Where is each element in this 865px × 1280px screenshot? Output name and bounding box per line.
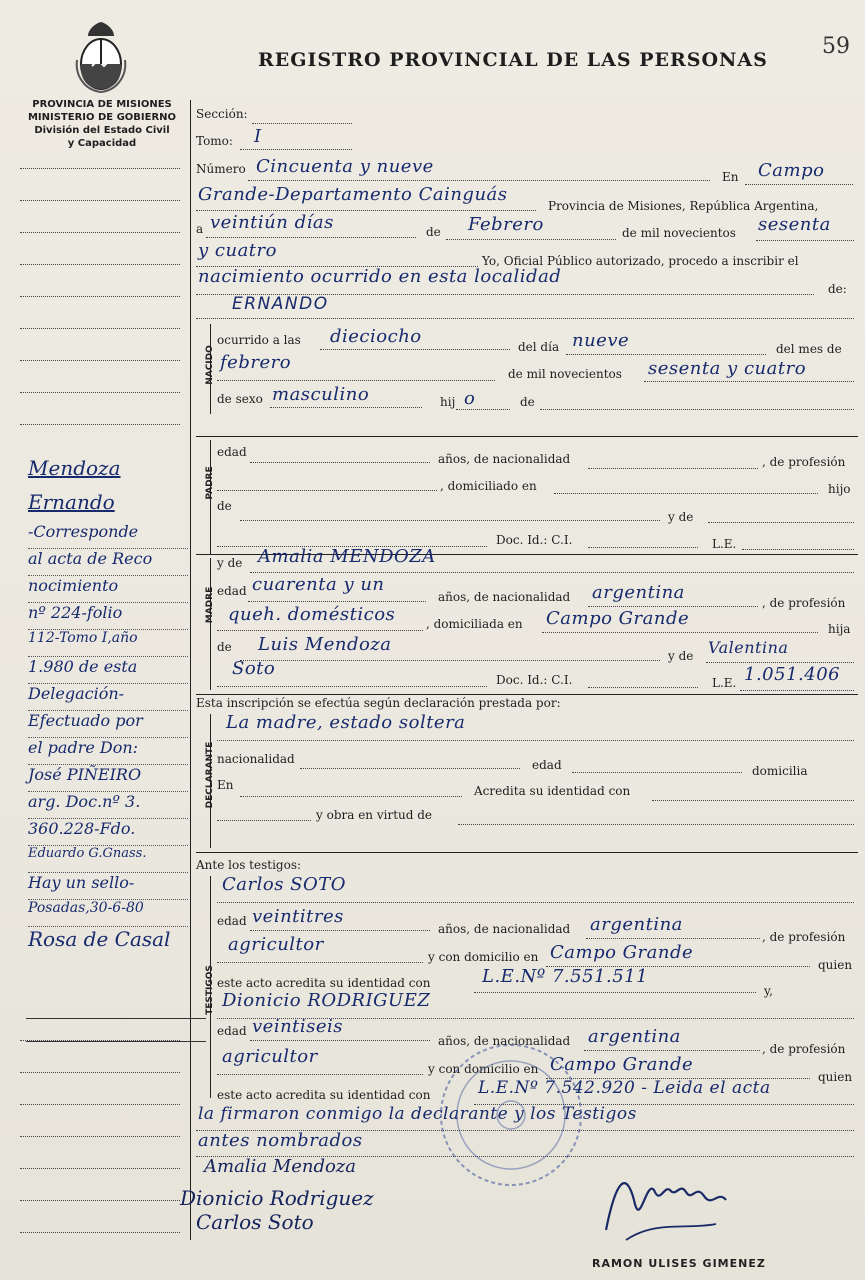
margin-line: arg. Doc.nº 3. bbox=[28, 792, 188, 819]
margin-note bbox=[28, 456, 188, 957]
margin-line: Delegación- bbox=[28, 684, 188, 711]
dia-value: nueve bbox=[572, 330, 630, 351]
testigo1-domicilio-value: Campo Grande bbox=[550, 942, 694, 963]
de-label-2: de bbox=[520, 395, 535, 409]
en-value: Campo bbox=[758, 160, 825, 181]
del-dia-label: del día bbox=[518, 340, 560, 354]
page-number: 59 bbox=[822, 34, 850, 59]
mes-value: Febrero bbox=[468, 214, 544, 235]
t2-quien-label: quien bbox=[818, 1070, 853, 1084]
inscripcion-label: Esta inscripción se efectúa según declaración prestada por: bbox=[196, 696, 561, 710]
madre-le-value: 1.051.406 bbox=[744, 664, 841, 685]
t2-acredita-label: este acto acredita su identidad con bbox=[217, 1088, 431, 1102]
t1-domicilio-label: y con domicilio en bbox=[428, 950, 539, 964]
padre-doc-label: Doc. Id.: C.I. bbox=[496, 533, 573, 547]
madre-doc-label: Doc. Id.: C.I. bbox=[496, 673, 573, 687]
margin-line: 112-Tomo I,año bbox=[28, 630, 188, 657]
madre-madre-value: Valentina bbox=[708, 638, 789, 657]
madre-nac-label: años, de nacionalidad bbox=[438, 590, 571, 604]
de-mil-label: de mil novecientos bbox=[622, 226, 736, 240]
t1-quien-label: quien bbox=[818, 958, 853, 972]
ante-testigos-label: Ante los testigos: bbox=[196, 858, 302, 872]
padre-domicilio-label: , domiciliado en bbox=[440, 479, 537, 493]
madre-side-label: MADRE bbox=[205, 586, 215, 624]
margin-line: José PIÑEIRO bbox=[28, 765, 188, 792]
madre-le-label: L.E. bbox=[712, 676, 737, 690]
del-mes-label: del mes de bbox=[776, 342, 842, 356]
testigo1-edad-value: veintitres bbox=[252, 906, 344, 927]
padre-le-label: L.E. bbox=[712, 537, 737, 551]
t1-y-label: y, bbox=[764, 984, 773, 998]
madre-nombre-value: Amalia MENDOZA bbox=[258, 546, 436, 567]
madre-de-label: de bbox=[217, 640, 232, 654]
issuing-authority: PROVINCIA DE MISIONES MINISTERIO DE GOBIERNO División del Estado Civil y Capacidad bbox=[27, 99, 177, 149]
ocurrido-label: ocurrido a las bbox=[217, 333, 301, 347]
testigo2-nacionalidad-value: argentina bbox=[588, 1026, 681, 1047]
anio-cont-value: y cuatro bbox=[198, 240, 277, 261]
testigo1-profesion-value: agricultor bbox=[228, 934, 324, 955]
nacido-divider bbox=[196, 436, 858, 437]
margin-line: al acta de Reco bbox=[28, 549, 188, 576]
testigo1-nacionalidad-value: argentina bbox=[590, 914, 683, 935]
padre-prof-label: , de profesión bbox=[762, 455, 846, 469]
madre-edad-value: cuarenta y un bbox=[252, 574, 385, 595]
mes-nac-value: febrero bbox=[220, 352, 292, 373]
dias-value: veintiún días bbox=[210, 212, 334, 233]
hij-label: hij bbox=[440, 395, 456, 409]
signature-carlos: Carlos Soto bbox=[196, 1210, 314, 1234]
t1-acredita-label: este acto acredita su identidad con bbox=[217, 976, 431, 990]
official-name: RAMON ULISES GIMENEZ bbox=[592, 1257, 766, 1270]
acto-value: nacimiento ocurrido en esta localidad bbox=[198, 266, 562, 287]
testigo2-edad-value: veintiseis bbox=[252, 1016, 344, 1037]
decl-nac-label: nacionalidad bbox=[217, 752, 295, 766]
t2-domicilio-label: y con domicilio en bbox=[428, 1062, 539, 1076]
margin-line: el padre Don: bbox=[28, 738, 188, 765]
t2-prof-label: , de profesión bbox=[762, 1042, 846, 1056]
tomo-label: Tomo: bbox=[196, 134, 233, 148]
margin-line: Hay un sello- bbox=[28, 873, 188, 900]
nacido-side-label: NACIDO bbox=[205, 345, 215, 385]
declarante-side-label: DECLARANTE bbox=[205, 741, 215, 809]
margin-line: 1.980 de esta bbox=[28, 657, 188, 684]
margin-line: Mendoza bbox=[28, 456, 121, 480]
madre-divider bbox=[196, 694, 858, 695]
t2-nac-label: años, de nacionalidad bbox=[438, 1034, 571, 1048]
decl-edad-label: edad bbox=[532, 758, 562, 772]
decl-obra-label: y obra en virtud de bbox=[316, 808, 433, 822]
madre-edad-label: edad bbox=[217, 584, 247, 598]
testigo2-nombre-value: Dionicio RODRIGUEZ bbox=[222, 990, 431, 1011]
madre-yde-label: y de bbox=[217, 556, 243, 570]
testigo2-domicilio-value: Campo Grande bbox=[550, 1054, 694, 1075]
closing-line1: la firmaron conmigo la declarante y los Testigos bbox=[198, 1104, 637, 1124]
numero-label: Número bbox=[196, 162, 246, 176]
t1-nac-label: años, de nacionalidad bbox=[438, 922, 571, 936]
provincia-label: Provincia de Misiones, República Argentina, bbox=[548, 199, 819, 213]
declarante-value: La madre, estado soltera bbox=[226, 712, 466, 733]
margin-stamp bbox=[26, 1018, 206, 1042]
testigos-side-label: TESTIGOS bbox=[205, 965, 215, 1015]
a-label: a bbox=[196, 222, 204, 236]
tomo-value: I bbox=[254, 126, 262, 147]
official-signature-icon bbox=[596, 1160, 736, 1250]
decl-en-label: En bbox=[217, 778, 234, 792]
margin-line: Posadas,30-6-80 bbox=[28, 900, 188, 927]
testigo1-id-value: L.E.Nº 7.551.511 bbox=[482, 966, 649, 987]
numero-value: Cincuenta y nueve bbox=[256, 156, 434, 177]
margin-line: 360.228-Fdo. bbox=[28, 819, 188, 846]
t1-prof-label: , de profesión bbox=[762, 930, 846, 944]
decl-domicilia-label: domicilia bbox=[752, 764, 808, 778]
de-label: de bbox=[426, 225, 441, 239]
de-sexo-label: de sexo bbox=[217, 392, 263, 406]
margin-line: Efectuado por bbox=[28, 711, 188, 738]
padre-nac-label: años, de nacionalidad bbox=[438, 452, 571, 466]
madre-madre-cont-value: Soto bbox=[232, 658, 276, 679]
seccion-label: Sección: bbox=[196, 107, 248, 121]
testigo1-nombre-value: Carlos SOTO bbox=[222, 874, 347, 895]
nombre-value: ERNANDO bbox=[232, 294, 329, 314]
testigo2-id-value: L.E.Nº 7.542.920 - Leida el acta bbox=[478, 1078, 771, 1098]
margin-line: Eduardo G.Gnass. bbox=[28, 846, 188, 873]
padre-side-label: PADRE bbox=[205, 466, 215, 500]
testigo2-profesion-value: agricultor bbox=[222, 1046, 318, 1067]
yo-oficial-label: Yo, Oficial Público autorizado, procedo a inscribir el bbox=[482, 254, 799, 268]
padre-de-label: de bbox=[217, 499, 232, 513]
de-mil-label-2: de mil novecientos bbox=[508, 367, 622, 381]
closing-line2: antes nombrados bbox=[198, 1130, 363, 1151]
madre-domicilio-value: Campo Grande bbox=[546, 608, 690, 629]
lugar-value: Grande-Departamento Cainguás bbox=[198, 184, 508, 205]
document-title: REGISTRO PROVINCIAL DE LAS PERSONAS bbox=[258, 49, 768, 71]
madre-profesion-value: queh. domésticos bbox=[228, 604, 396, 625]
t1-edad-label: edad bbox=[217, 914, 247, 928]
padre-edad-label: edad bbox=[217, 445, 247, 459]
sexo-value: masculino bbox=[272, 384, 370, 405]
madre-nacionalidad-value: argentina bbox=[592, 582, 685, 603]
madre-domicilio-label: , domiciliada en bbox=[426, 617, 523, 631]
decl-acredita-label: Acredita su identidad con bbox=[474, 784, 631, 798]
en-label: En bbox=[722, 170, 739, 184]
margin-line: Ernando bbox=[28, 490, 115, 514]
padre-hijo-label: hijo bbox=[828, 482, 851, 496]
madre-padre-value: Luis Mendoza bbox=[258, 634, 392, 655]
madre-yde2-label: y de bbox=[668, 649, 694, 663]
anio-value: sesenta bbox=[758, 214, 831, 235]
main-border bbox=[190, 100, 191, 1240]
madre-hija-label: hija bbox=[828, 622, 851, 636]
de-colon-label: de: bbox=[828, 282, 847, 296]
official-seal-icon bbox=[436, 1040, 586, 1190]
margin-line: nocimiento bbox=[28, 576, 188, 603]
margin-line: Rosa de Casal bbox=[28, 927, 171, 951]
margin-line: -Corresponde bbox=[28, 522, 188, 549]
madre-prof-label: , de profesión bbox=[762, 596, 846, 610]
anio-nac-value: sesenta y cuatro bbox=[648, 358, 807, 379]
t2-edad-label: edad bbox=[217, 1024, 247, 1038]
coat-of-arms-icon bbox=[74, 20, 128, 94]
declarante-divider bbox=[196, 852, 858, 853]
hijo-suffix-value: o bbox=[464, 388, 476, 409]
signature-dionicio: Dionicio Rodriguez bbox=[180, 1186, 374, 1210]
hora-value: dieciocho bbox=[330, 326, 422, 347]
margin-line: nº 224-folio bbox=[28, 603, 188, 630]
padre-yde-label: y de bbox=[668, 510, 694, 524]
signature-amalia: Amalia Mendoza bbox=[204, 1156, 357, 1177]
